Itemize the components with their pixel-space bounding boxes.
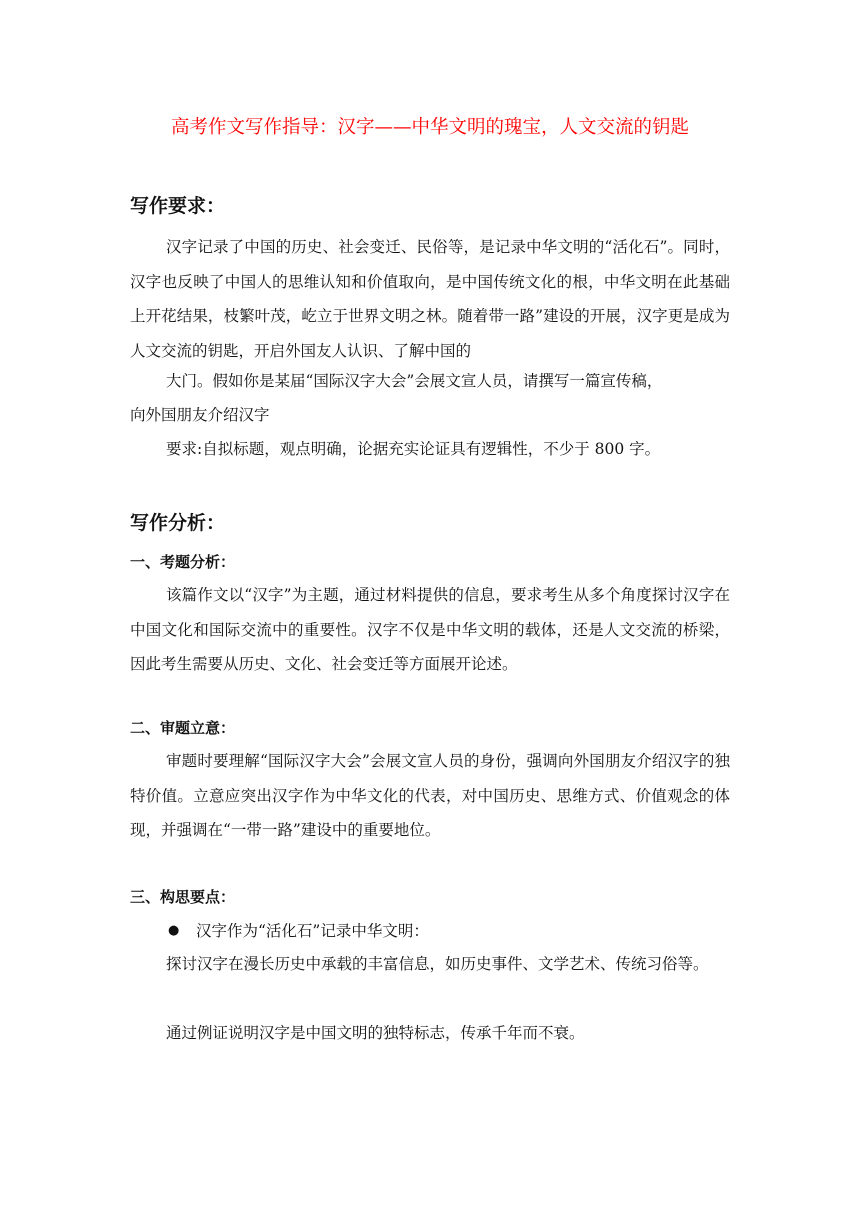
intent-heading: 二、审题立意：	[130, 719, 236, 737]
document-title: 高考作文写作指导：汉字——中华文明的瑰宝，人文交流的钥匙	[170, 117, 689, 138]
analysis-heading: 写作分析：	[130, 512, 226, 534]
requirements-demand: 要求:自拟标题，观点明确，论据充实论证具有逻辑性，不少于 800 字。	[166, 440, 661, 458]
outline-bullet-text: 汉字作为“活化石”记录中华文明：	[196, 922, 429, 940]
outline-paragraph-1: 探讨汉字在漫长历史中承载的丰富信息，如历史事件、文学艺术、传统习俗等。	[166, 955, 709, 973]
topic-analysis-heading: 一、考题分析：	[130, 553, 236, 571]
requirements-paragraph: 汉字记录了中国的历史、社会变迁、民俗等，是记录中华文明的“活化石”。同时，汉字也反映了中国人的思维认知和价值取向，是中国传统文化的根，中华文明在此基础上开花结果，枝繁叶茂，屹立于世界文明之林。随着带一路”建设的开展，汉字更是成为人文交流的钥匙，开启外国友人认识、了解中国的	[130, 238, 730, 360]
outline-paragraph-2: 通过例证说明汉字是中国文明的独特标志，传承千年而不衰。	[166, 1024, 585, 1042]
bullet-dot-icon: ●	[168, 923, 180, 938]
topic-analysis-paragraph: 该篇作文以“汉字”为主题，通过材料提供的信息，要求考生从多个角度探讨汉字在中国文化和国际交流中的重要性。汉字不仅是中华文明的载体，还是人文交流的桥梁，因此考生需要从历史、文化、社会变迁等方面展开论述。	[130, 586, 730, 673]
requirements-line-2: 向外国朋友介绍汉字	[130, 406, 270, 424]
outline-heading: 三、构思要点：	[130, 888, 236, 906]
requirements-heading: 写作要求：	[130, 195, 226, 217]
requirements-line-1: 大门。假如你是某届“国际汉字大会”会展文宣人员，请撰写一篇宣传稿，	[166, 372, 663, 390]
intent-paragraph: 审题时要理解“国际汉字大会”会展文宣人员的身份，强调向外国朋友介绍汉字的独特价值。立意应突出汉字作为中华文化的代表，对中国历史、思维方式、价值观念的体现，并强调在“一带一路”建设中的重要地位。	[130, 752, 730, 839]
